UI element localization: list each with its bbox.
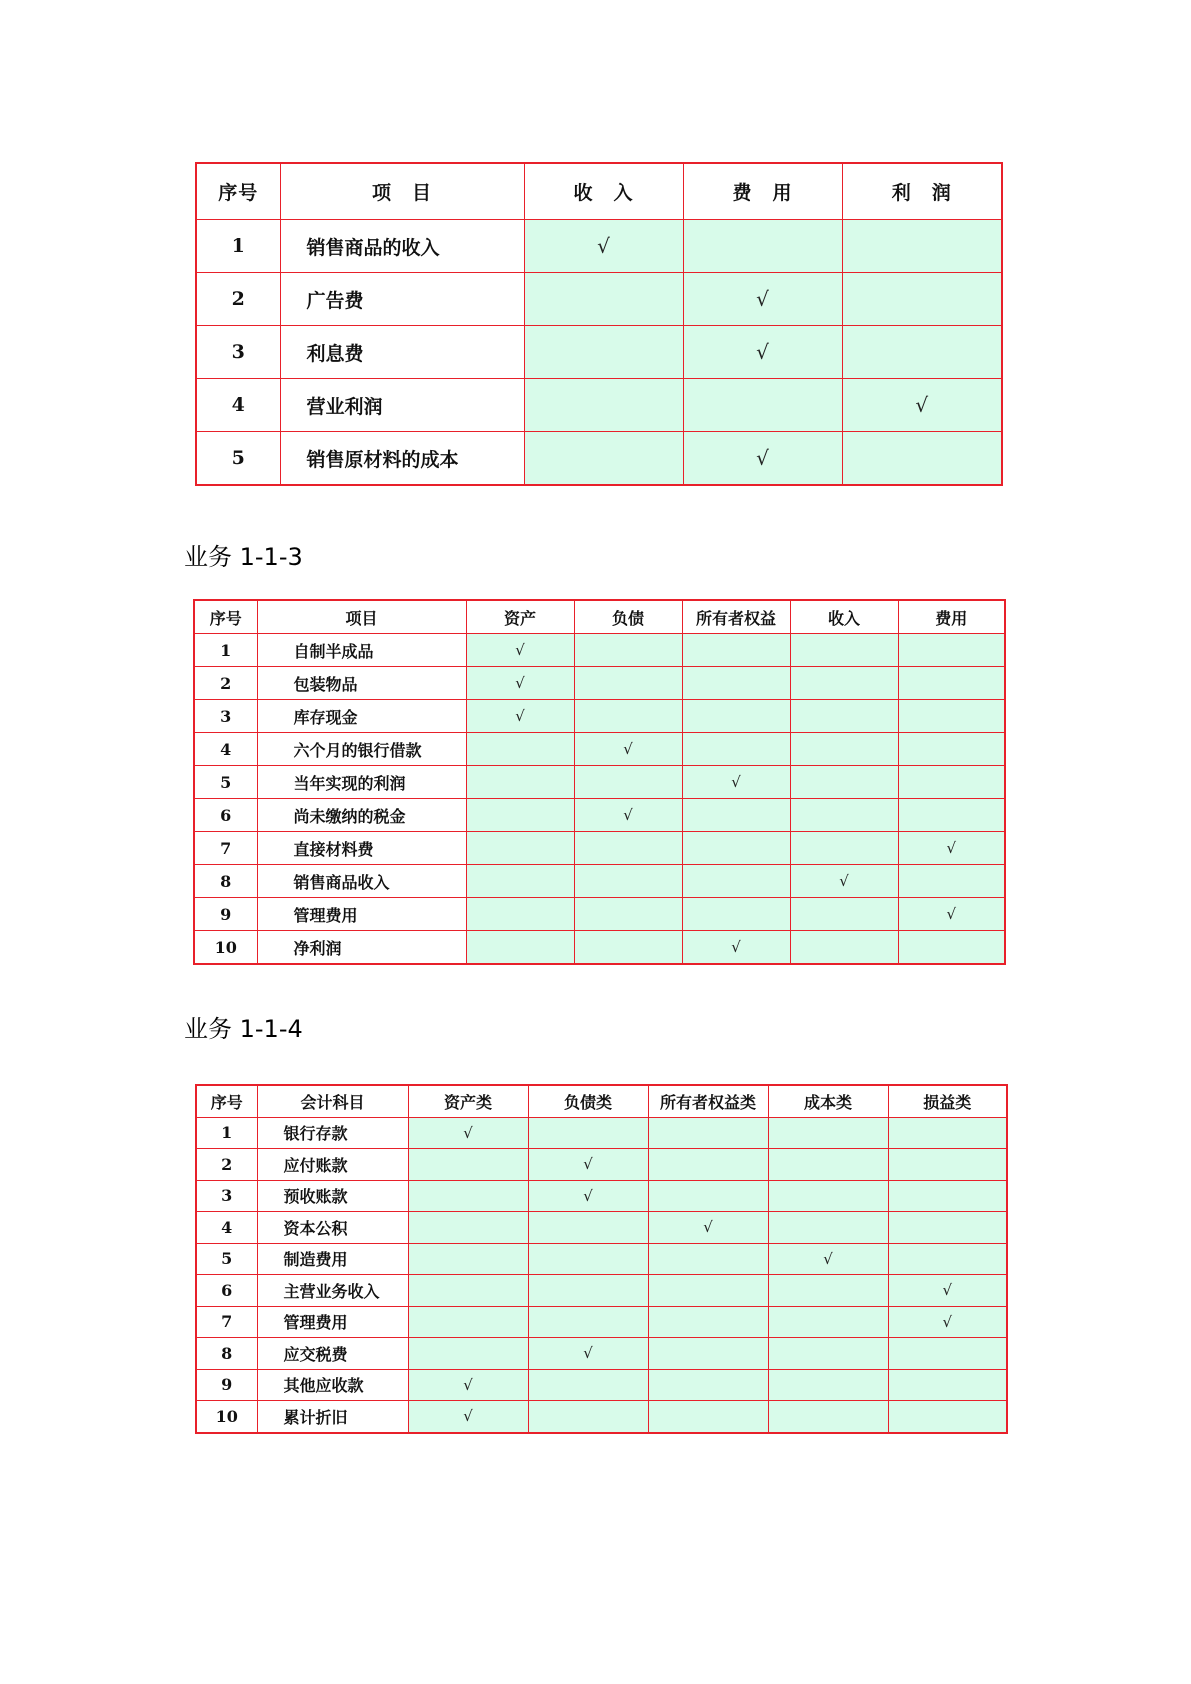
- accounting-subject-table: [195, 1084, 1008, 1434]
- row-number: 10: [196, 1401, 257, 1433]
- empty-cell: [898, 799, 1005, 832]
- row-number: 5: [194, 766, 257, 799]
- table-header-row: [194, 600, 1005, 634]
- empty-cell: [408, 1338, 528, 1370]
- empty-cell: [466, 733, 574, 766]
- empty-cell: [648, 1149, 768, 1181]
- row-number: 4: [196, 1212, 257, 1244]
- empty-cell: [682, 799, 790, 832]
- table-row: [196, 1149, 1007, 1181]
- empty-cell: [466, 766, 574, 799]
- empty-cell: [574, 700, 682, 733]
- empty-cell: [574, 832, 682, 865]
- table-row: [196, 1338, 1007, 1370]
- row-number: 6: [196, 1275, 257, 1307]
- empty-cell: [683, 379, 842, 432]
- empty-cell: [888, 1212, 1007, 1244]
- item-name: 净利润: [257, 931, 466, 965]
- empty-cell: [768, 1117, 888, 1149]
- row-number: 4: [194, 733, 257, 766]
- empty-cell: [574, 766, 682, 799]
- empty-cell: [768, 1369, 888, 1401]
- item-name: 其他应收款: [257, 1369, 408, 1401]
- column-header: 负债类: [528, 1085, 648, 1117]
- empty-cell: [842, 432, 1002, 486]
- empty-cell: [524, 432, 683, 486]
- empty-cell: [528, 1212, 648, 1244]
- empty-cell: [574, 865, 682, 898]
- empty-cell: [790, 700, 898, 733]
- check-mark-icon: √: [768, 1243, 888, 1275]
- empty-cell: [888, 1180, 1007, 1212]
- check-mark-icon: √: [888, 1275, 1007, 1307]
- item-name: 六个月的银行借款: [257, 733, 466, 766]
- check-mark-icon: √: [842, 379, 1002, 432]
- column-header: 损益类: [888, 1085, 1007, 1117]
- item-name: 自制半成品: [257, 634, 466, 667]
- row-number: 10: [194, 931, 257, 965]
- empty-cell: [466, 865, 574, 898]
- empty-cell: [768, 1180, 888, 1212]
- item-name: 销售商品收入: [257, 865, 466, 898]
- empty-cell: [574, 931, 682, 965]
- item-name: 广告费: [280, 273, 524, 326]
- column-header: 序号: [196, 163, 280, 220]
- table-row: [196, 326, 1002, 379]
- empty-cell: [790, 667, 898, 700]
- row-number: 8: [196, 1338, 257, 1370]
- column-header: 费 用: [683, 163, 842, 220]
- item-name: 银行存款: [257, 1117, 408, 1149]
- empty-cell: [682, 700, 790, 733]
- check-mark-icon: √: [528, 1338, 648, 1370]
- empty-cell: [466, 931, 574, 965]
- income-expense-profit-table: [195, 162, 1003, 486]
- empty-cell: [524, 273, 683, 326]
- item-name: 包装物品: [257, 667, 466, 700]
- empty-cell: [888, 1117, 1007, 1149]
- empty-cell: [790, 832, 898, 865]
- table-row: [194, 799, 1005, 832]
- row-number: 3: [196, 1180, 257, 1212]
- column-header: 收入: [790, 600, 898, 634]
- table-row: [196, 1306, 1007, 1338]
- empty-cell: [648, 1306, 768, 1338]
- table-body: [194, 634, 1005, 965]
- row-number: 3: [196, 326, 280, 379]
- empty-cell: [768, 1338, 888, 1370]
- table-header-row: [196, 1085, 1007, 1117]
- column-header: 资产类: [408, 1085, 528, 1117]
- table-header-row: [196, 163, 1002, 220]
- empty-cell: [888, 1338, 1007, 1370]
- empty-cell: [466, 898, 574, 931]
- empty-cell: [408, 1243, 528, 1275]
- column-header: 项 目: [280, 163, 524, 220]
- empty-cell: [790, 766, 898, 799]
- empty-cell: [574, 634, 682, 667]
- item-name: 应交税费: [257, 1338, 408, 1370]
- check-mark-icon: √: [888, 1306, 1007, 1338]
- column-header: 所有者权益: [682, 600, 790, 634]
- check-mark-icon: √: [524, 220, 683, 273]
- row-number: 5: [196, 1243, 257, 1275]
- table-row: [194, 634, 1005, 667]
- check-mark-icon: √: [408, 1369, 528, 1401]
- empty-cell: [790, 634, 898, 667]
- section-heading: 业务 1-1-3: [184, 543, 303, 571]
- row-number: 6: [194, 799, 257, 832]
- item-name: 制造费用: [257, 1243, 408, 1275]
- table-row: [196, 1369, 1007, 1401]
- table-row: [196, 1243, 1007, 1275]
- row-number: 1: [194, 634, 257, 667]
- empty-cell: [768, 1401, 888, 1433]
- empty-cell: [682, 634, 790, 667]
- check-mark-icon: √: [574, 733, 682, 766]
- check-mark-icon: √: [898, 832, 1005, 865]
- empty-cell: [898, 865, 1005, 898]
- table-row: [194, 700, 1005, 733]
- row-number: 1: [196, 220, 280, 273]
- empty-cell: [408, 1180, 528, 1212]
- empty-cell: [408, 1149, 528, 1181]
- empty-cell: [528, 1369, 648, 1401]
- item-name: 尚未缴纳的税金: [257, 799, 466, 832]
- empty-cell: [528, 1275, 648, 1307]
- table-row: [194, 766, 1005, 799]
- empty-cell: [898, 766, 1005, 799]
- column-header: 序号: [194, 600, 257, 634]
- empty-cell: [898, 733, 1005, 766]
- check-mark-icon: √: [648, 1212, 768, 1244]
- empty-cell: [682, 865, 790, 898]
- table-row: [194, 931, 1005, 965]
- check-mark-icon: √: [408, 1401, 528, 1433]
- row-number: 3: [194, 700, 257, 733]
- empty-cell: [768, 1275, 888, 1307]
- empty-cell: [528, 1117, 648, 1149]
- column-header: 所有者权益类: [648, 1085, 768, 1117]
- row-number: 2: [196, 1149, 257, 1181]
- table-row: [196, 379, 1002, 432]
- check-mark-icon: √: [408, 1117, 528, 1149]
- empty-cell: [466, 799, 574, 832]
- table-row: [196, 1401, 1007, 1433]
- column-header: 收 入: [524, 163, 683, 220]
- table-row: [196, 1275, 1007, 1307]
- empty-cell: [466, 832, 574, 865]
- item-name: 销售商品的收入: [280, 220, 524, 273]
- empty-cell: [768, 1149, 888, 1181]
- check-mark-icon: √: [898, 898, 1005, 931]
- table-row: [194, 865, 1005, 898]
- table-row: [194, 898, 1005, 931]
- column-header: 会计科目: [257, 1085, 408, 1117]
- empty-cell: [408, 1275, 528, 1307]
- empty-cell: [648, 1401, 768, 1433]
- item-name: 销售原材料的成本: [280, 432, 524, 486]
- empty-cell: [768, 1212, 888, 1244]
- row-number: 2: [194, 667, 257, 700]
- column-header: 序号: [196, 1085, 257, 1117]
- empty-cell: [790, 898, 898, 931]
- table-row: [196, 273, 1002, 326]
- item-name: 累计折旧: [257, 1401, 408, 1433]
- empty-cell: [682, 832, 790, 865]
- table-row: [196, 220, 1002, 273]
- row-number: 1: [196, 1117, 257, 1149]
- empty-cell: [574, 667, 682, 700]
- table-body: [196, 1117, 1007, 1433]
- item-name: 应付账款: [257, 1149, 408, 1181]
- empty-cell: [682, 898, 790, 931]
- empty-cell: [648, 1180, 768, 1212]
- table-row: [196, 1212, 1007, 1244]
- empty-cell: [648, 1275, 768, 1307]
- empty-cell: [898, 667, 1005, 700]
- item-name: 当年实现的利润: [257, 766, 466, 799]
- column-header: 项目: [257, 600, 466, 634]
- item-name: 利息费: [280, 326, 524, 379]
- empty-cell: [888, 1401, 1007, 1433]
- empty-cell: [898, 700, 1005, 733]
- empty-cell: [682, 733, 790, 766]
- empty-cell: [528, 1306, 648, 1338]
- item-name: 资本公积: [257, 1212, 408, 1244]
- empty-cell: [648, 1117, 768, 1149]
- check-mark-icon: √: [574, 799, 682, 832]
- check-mark-icon: √: [466, 700, 574, 733]
- table-row: [196, 432, 1002, 486]
- empty-cell: [528, 1243, 648, 1275]
- item-name: 营业利润: [280, 379, 524, 432]
- empty-cell: [768, 1306, 888, 1338]
- table-row: [196, 1180, 1007, 1212]
- check-mark-icon: √: [683, 432, 842, 486]
- row-number: 8: [194, 865, 257, 898]
- column-header: 资产: [466, 600, 574, 634]
- item-name: 主营业务收入: [257, 1275, 408, 1307]
- empty-cell: [888, 1369, 1007, 1401]
- row-number: 4: [196, 379, 280, 432]
- check-mark-icon: √: [528, 1149, 648, 1181]
- row-number: 5: [196, 432, 280, 486]
- check-mark-icon: √: [683, 326, 842, 379]
- check-mark-icon: √: [466, 634, 574, 667]
- item-name: 库存现金: [257, 700, 466, 733]
- empty-cell: [408, 1306, 528, 1338]
- table-row: [194, 733, 1005, 766]
- table-body: [196, 220, 1002, 486]
- table-row: [196, 1117, 1007, 1149]
- empty-cell: [524, 379, 683, 432]
- empty-cell: [648, 1369, 768, 1401]
- column-header: 费用: [898, 600, 1005, 634]
- empty-cell: [648, 1338, 768, 1370]
- row-number: 9: [194, 898, 257, 931]
- check-mark-icon: √: [466, 667, 574, 700]
- empty-cell: [790, 931, 898, 965]
- row-number: 2: [196, 273, 280, 326]
- empty-cell: [683, 220, 842, 273]
- empty-cell: [898, 634, 1005, 667]
- check-mark-icon: √: [790, 865, 898, 898]
- empty-cell: [888, 1149, 1007, 1181]
- check-mark-icon: √: [682, 931, 790, 965]
- item-name: 预收账款: [257, 1180, 408, 1212]
- table-row: [194, 667, 1005, 700]
- empty-cell: [842, 220, 1002, 273]
- empty-cell: [790, 733, 898, 766]
- empty-cell: [842, 273, 1002, 326]
- row-number: 9: [196, 1369, 257, 1401]
- empty-cell: [528, 1401, 648, 1433]
- empty-cell: [790, 799, 898, 832]
- row-number: 7: [194, 832, 257, 865]
- column-header: 负债: [574, 600, 682, 634]
- check-mark-icon: √: [528, 1180, 648, 1212]
- item-name: 管理费用: [257, 1306, 408, 1338]
- row-number: 7: [196, 1306, 257, 1338]
- empty-cell: [524, 326, 683, 379]
- empty-cell: [648, 1243, 768, 1275]
- section-heading: 业务 1-1-4: [184, 1015, 303, 1043]
- column-header: 成本类: [768, 1085, 888, 1117]
- item-name: 直接材料费: [257, 832, 466, 865]
- empty-cell: [888, 1243, 1007, 1275]
- column-header: 利 润: [842, 163, 1002, 220]
- check-mark-icon: √: [682, 766, 790, 799]
- table-row: [194, 832, 1005, 865]
- account-classification-table: [193, 599, 1006, 965]
- item-name: 管理费用: [257, 898, 466, 931]
- empty-cell: [408, 1212, 528, 1244]
- empty-cell: [898, 931, 1005, 965]
- check-mark-icon: √: [683, 273, 842, 326]
- empty-cell: [682, 667, 790, 700]
- empty-cell: [842, 326, 1002, 379]
- empty-cell: [574, 898, 682, 931]
